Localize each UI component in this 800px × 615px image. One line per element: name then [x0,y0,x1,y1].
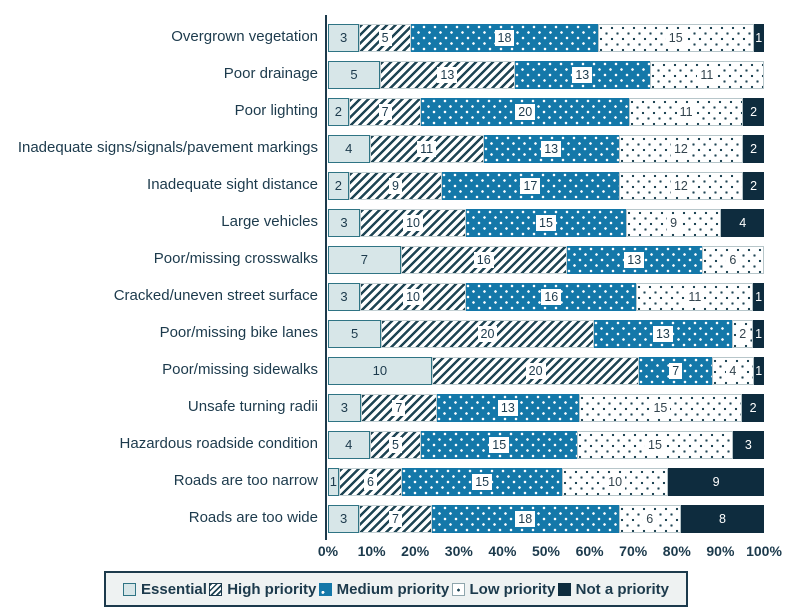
category-label-unsafe-turning-radii: Unsafe turning radii [187,398,318,416]
segment-not-a-priority [743,135,764,163]
segment-value-label: 6 [364,474,377,490]
bar-row [0,278,764,315]
segment-essential [328,246,401,274]
stacked-bar-unsafe-turning-radii [328,394,764,422]
segment-value-label: 7 [669,363,682,379]
legend-item-not-a-priority [558,581,669,598]
segment-value-label: 13 [541,141,561,157]
bar-row [0,352,764,389]
segment-low-priority [636,283,753,311]
segment-value-label: 20 [478,326,498,342]
segment-value-label: 15 [650,400,670,416]
segment-medium-priority [421,98,629,126]
stacked-bar-poor-missing-sidewalks [328,357,764,385]
segment-high-priority [380,61,515,89]
segment-not-a-priority [742,394,764,422]
segment-value-label: 2 [334,178,342,193]
bar-row [0,315,764,352]
x-tick-20: 20% [401,543,430,559]
segment-high-priority [370,431,422,459]
segment-high-priority [361,394,437,422]
segment-value-label: 7 [389,511,402,527]
category-label-inadequate-sight-distance: Inadequate sight distance [147,176,318,194]
x-tick-70: 70% [619,543,648,559]
segment-value-label: 3 [339,511,348,526]
stacked-bar-large-vehicles [328,209,764,237]
segment-high-priority [401,246,567,274]
segment-medium-priority [515,61,650,89]
segment-low-priority [562,468,668,496]
segment-medium-priority [421,431,577,459]
segment-value-label: 4 [726,363,739,379]
segment-medium-priority [484,135,619,163]
segment-value-label: 11 [677,104,696,120]
segment-medium-priority [411,24,598,52]
stacked-bar-poor-missing-crosswalks [328,246,764,274]
stacked-bar-hazardous-roadside-condition [328,431,764,459]
segment-low-priority [712,357,754,385]
stacked-bar-cracked-uneven-street-surface [328,283,764,311]
segment-value-label: 15 [536,215,556,231]
category-label-cracked-uneven-street-surface: Cracked/uneven street surface [113,287,318,305]
legend-label-low-priority: Low priority [469,580,556,598]
x-tick-0: 0% [317,543,339,559]
category-label-hazardous-roadside-condition: Hazardous roadside condition [119,435,318,453]
segment-value-label: 9 [667,215,680,231]
segment-value-label: 13 [624,252,644,268]
segment-value-label: 11 [685,289,704,305]
segment-value-label: 15 [666,30,686,46]
stacked-bar-inadequate-sight-distance [328,172,764,200]
segment-value-label: 2 [749,400,757,415]
segment-value-label: 12 [671,141,691,157]
segment-high-priority [432,357,640,385]
segment-value-label: 5 [350,326,359,341]
segment-value-label: 10 [403,215,423,231]
stacked-bar-roads-are-too-narrow [328,468,764,496]
segment-not-a-priority [743,172,764,200]
segment-essential [328,320,381,348]
bar-row [0,389,764,426]
category-label-inadequate-signs-signals-pavement-markings: Inadequate signs/signals/pavement markings [17,139,318,157]
segment-value-label: 13 [437,67,457,83]
x-tick-10: 10% [357,543,386,559]
segment-value-label: 18 [495,30,515,46]
legend-label-not-a-priority: Not a priority [575,580,669,598]
segment-value-label: 6 [726,252,739,268]
stacked-bar-poor-lighting [328,98,764,126]
stacked-bar-poor-drainage [328,61,764,89]
legend-item-low-priority [452,581,556,598]
segment-medium-priority [466,283,636,311]
segment-medium-priority [437,394,579,422]
segment-value-label: 9 [389,178,402,194]
segment-value-label: 17 [520,178,540,194]
segment-value-label: 10 [403,289,423,305]
segment-high-priority [359,505,432,533]
segment-essential [328,98,349,126]
legend-swatch-essential-icon [123,583,136,596]
segment-not-a-priority [733,431,764,459]
segment-value-label: 1 [755,326,763,341]
segment-value-label: 18 [515,511,535,527]
segment-value-label: 13 [572,67,592,83]
segment-value-label: 10 [372,363,388,378]
legend-item-essential [123,581,207,598]
segment-value-label: 15 [489,437,509,453]
segment-value-label: 7 [392,400,405,416]
legend [104,571,688,607]
segment-essential [328,357,432,385]
segment-value-label: 2 [750,141,758,156]
segment-low-priority [629,98,743,126]
segment-low-priority [619,172,744,200]
segment-medium-priority [594,320,732,348]
segment-value-label: 2 [750,104,758,119]
segment-value-label: 3 [744,437,752,452]
segment-not-a-priority [754,357,764,385]
segment-essential [328,283,360,311]
x-tick-90: 90% [706,543,735,559]
segment-value-label: 1 [755,289,763,304]
segment-value-label: 20 [526,363,546,379]
segment-value-label: 1 [755,30,763,45]
segment-value-label: 7 [360,252,368,267]
bar-row [0,19,764,56]
segment-value-label: 13 [653,326,673,342]
segment-not-a-priority [668,468,764,496]
segment-medium-priority [432,505,619,533]
category-label-poor-drainage: Poor drainage [223,65,318,83]
segment-essential [328,468,339,496]
legend-swatch-high-priority-icon [209,583,222,596]
segment-essential [328,505,359,533]
x-tick-80: 80% [662,543,691,559]
category-label-poor-lighting: Poor lighting [234,102,318,120]
segment-high-priority [370,135,484,163]
segment-value-label: 2 [736,326,749,342]
legend-swatch-low-priority-icon [452,583,465,596]
segment-value-label: 2 [334,104,342,119]
segment-low-priority [702,246,764,274]
category-label-large-vehicles: Large vehicles [221,213,318,231]
segment-high-priority [359,24,411,52]
segment-essential [328,431,370,459]
segment-value-label: 1 [755,363,763,378]
segment-value-label: 2 [750,178,758,193]
segment-not-a-priority [721,209,764,237]
segment-value-label: 5 [389,437,402,453]
bar-row [0,241,764,278]
segment-medium-priority [466,209,626,237]
segment-low-priority [619,505,681,533]
segment-not-a-priority [681,505,764,533]
segment-essential [328,24,359,52]
segment-value-label: 16 [541,289,561,305]
bar-row [0,426,764,463]
bar-row [0,56,764,93]
x-tick-40: 40% [488,543,517,559]
x-axis-ticks [317,543,782,563]
bar-row [0,167,764,204]
segment-essential [328,172,349,200]
segment-high-priority [349,172,442,200]
segment-value-label: 15 [472,474,492,490]
segment-high-priority [349,98,422,126]
x-tick-50: 50% [531,543,561,559]
segment-value-label: 12 [671,178,691,194]
segment-value-label: 7 [379,104,392,120]
segment-essential [328,209,360,237]
legend-swatch-not-a-priority-icon [558,583,571,596]
x-tick-100: 100% [746,543,782,559]
segment-high-priority [360,209,466,237]
stacked-bar-inadequate-signs-signals-pavement-markings [328,135,764,163]
segment-value-label: 3 [340,215,348,230]
segment-high-priority [360,283,466,311]
segment-value-label: 3 [339,30,348,45]
legend-label-essential: Essential [141,580,207,598]
category-label-poor-missing-bike-lanes: Poor/missing bike lanes [159,324,318,342]
segment-value-label: 9 [712,474,720,489]
x-tick-30: 30% [444,543,473,559]
segment-value-label: 15 [645,437,665,453]
segment-low-priority [619,135,744,163]
segment-low-priority [577,431,733,459]
segment-essential [328,394,361,422]
segment-not-a-priority [753,283,764,311]
bar-rows [0,19,764,537]
segment-low-priority [650,61,764,89]
legend-item-medium-priority [319,581,450,598]
segment-value-label: 16 [474,252,494,268]
segment-essential [328,135,370,163]
stacked-bar-poor-missing-bike-lanes [328,320,764,348]
segment-value-label: 13 [498,400,518,416]
bar-row [0,93,764,130]
segment-high-priority [339,468,403,496]
stacked-bar-overgrown-vegetation [328,24,764,52]
segment-medium-priority [442,172,618,200]
segment-medium-priority [402,468,562,496]
bar-row [0,500,764,537]
x-tick-60: 60% [575,543,604,559]
category-label-poor-missing-crosswalks: Poor/missing crosswalks [153,250,318,268]
segment-value-label: 8 [718,511,726,526]
segment-low-priority [732,320,753,348]
segment-essential [328,61,380,89]
segment-value-label: 4 [739,215,747,230]
legend-label-medium-priority: Medium priority [336,580,450,598]
segment-not-a-priority [754,24,764,52]
segment-value-label: 3 [340,289,348,304]
bar-row [0,130,764,167]
legend-label-high-priority: High priority [227,580,317,598]
bar-row [0,204,764,241]
legend-swatch-medium-priority-icon [319,583,332,596]
segment-low-priority [579,394,743,422]
segment-value-label: 10 [605,474,625,490]
segment-value-label: 11 [697,67,716,83]
segment-value-label: 5 [379,30,392,46]
segment-not-a-priority [753,320,764,348]
bar-row [0,463,764,500]
segment-value-label: 1 [329,474,337,489]
segment-high-priority [381,320,594,348]
category-label-overgrown-vegetation: Overgrown vegetation [171,28,318,46]
segment-value-label: 5 [350,67,358,82]
segment-not-a-priority [743,98,764,126]
segment-value-label: 4 [345,141,353,156]
segment-value-label: 4 [345,437,353,452]
segment-low-priority [626,209,722,237]
segment-value-label: 11 [417,141,436,157]
segment-value-label: 3 [340,400,348,415]
segment-low-priority [598,24,754,52]
segment-value-label: 20 [515,104,535,120]
category-label-roads-are-too-wide: Roads are too wide [188,509,318,527]
segment-medium-priority [567,246,702,274]
legend-item-high-priority [209,581,316,598]
segment-value-label: 6 [643,511,656,527]
stacked-bar-roads-are-too-wide [328,505,764,533]
segment-medium-priority [639,357,712,385]
category-label-poor-missing-sidewalks: Poor/missing sidewalks [162,361,318,379]
category-label-roads-are-too-narrow: Roads are too narrow [173,472,318,490]
